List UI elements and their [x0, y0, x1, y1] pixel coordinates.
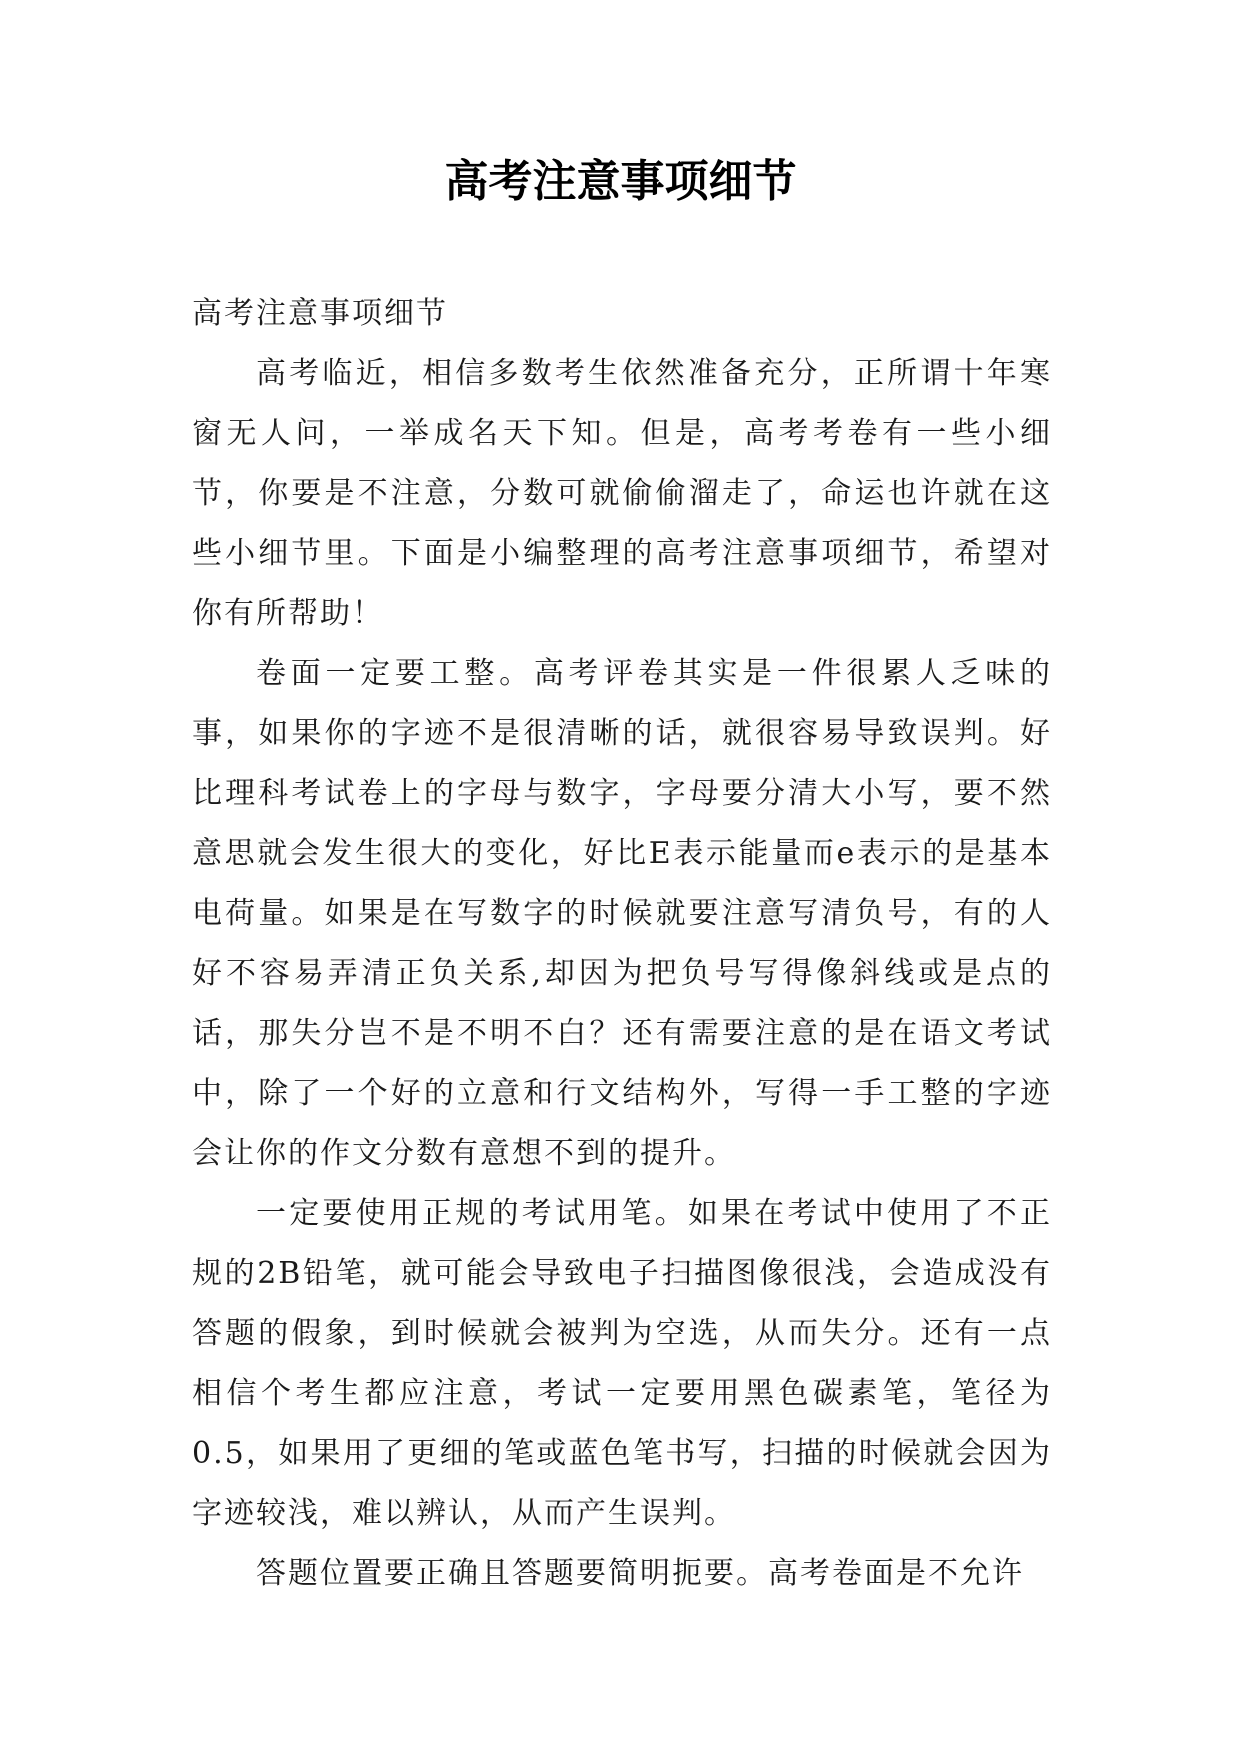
document-subtitle: 高考注意事项细节	[192, 296, 448, 331]
paragraph-answer-position: 答题位置要正确且答题要简明扼要。高考卷面是不允许	[256, 1556, 1024, 1591]
paragraph-intro: 高考临近，相信多数考生依然准备充分，正所谓十年寒窗无人问，一举成名天下知。但是，高考考卷有一些小细节，你要是不注意，分数可就偷偷溜走了，命运也许就在这些小细节里。下面是小编整理的高考注意事项细节，希望对你有所帮助！	[192, 356, 1052, 631]
document-body	[192, 284, 1052, 1604]
page-title: 高考注意事项细节	[444, 156, 797, 207]
paragraph-neat-writing: 卷面一定要工整。高考评卷其实是一件很累人乏味的事，如果你的字迹不是很清晰的话，就很容易导致误判。好比理科考试卷上的字母与数字，字母要分清大小写，要不然意思就会发生很大的变化，好比E表示能量而e表示的是基本电荷量。如果是在写数字的时候就要注意写清负号，有的人好不容易弄清正负关系,却因为把负号写得像斜线或是点的话，那失分岂不是不明不白？还有需要注意的是在语文考试中，除了一个好的立意和行文结构外，写得一手工整的字迹会让你的作文分数有意想不到的提升。	[192, 656, 1052, 1171]
paragraph-exam-pen: 一定要使用正规的考试用笔。如果在考试中使用了不正规的2B铅笔，就可能会导致电子扫描图像很浅，会造成没有答题的假象，到时候就会被判为空选，从而失分。还有一点相信个考生都应注意，考试一定要用黑色碳素笔，笔径为0.5，如果用了更细的笔或蓝色笔书写，扫描的时候就会因为字迹较浅，难以辨认，从而产生误判。	[192, 1196, 1052, 1531]
